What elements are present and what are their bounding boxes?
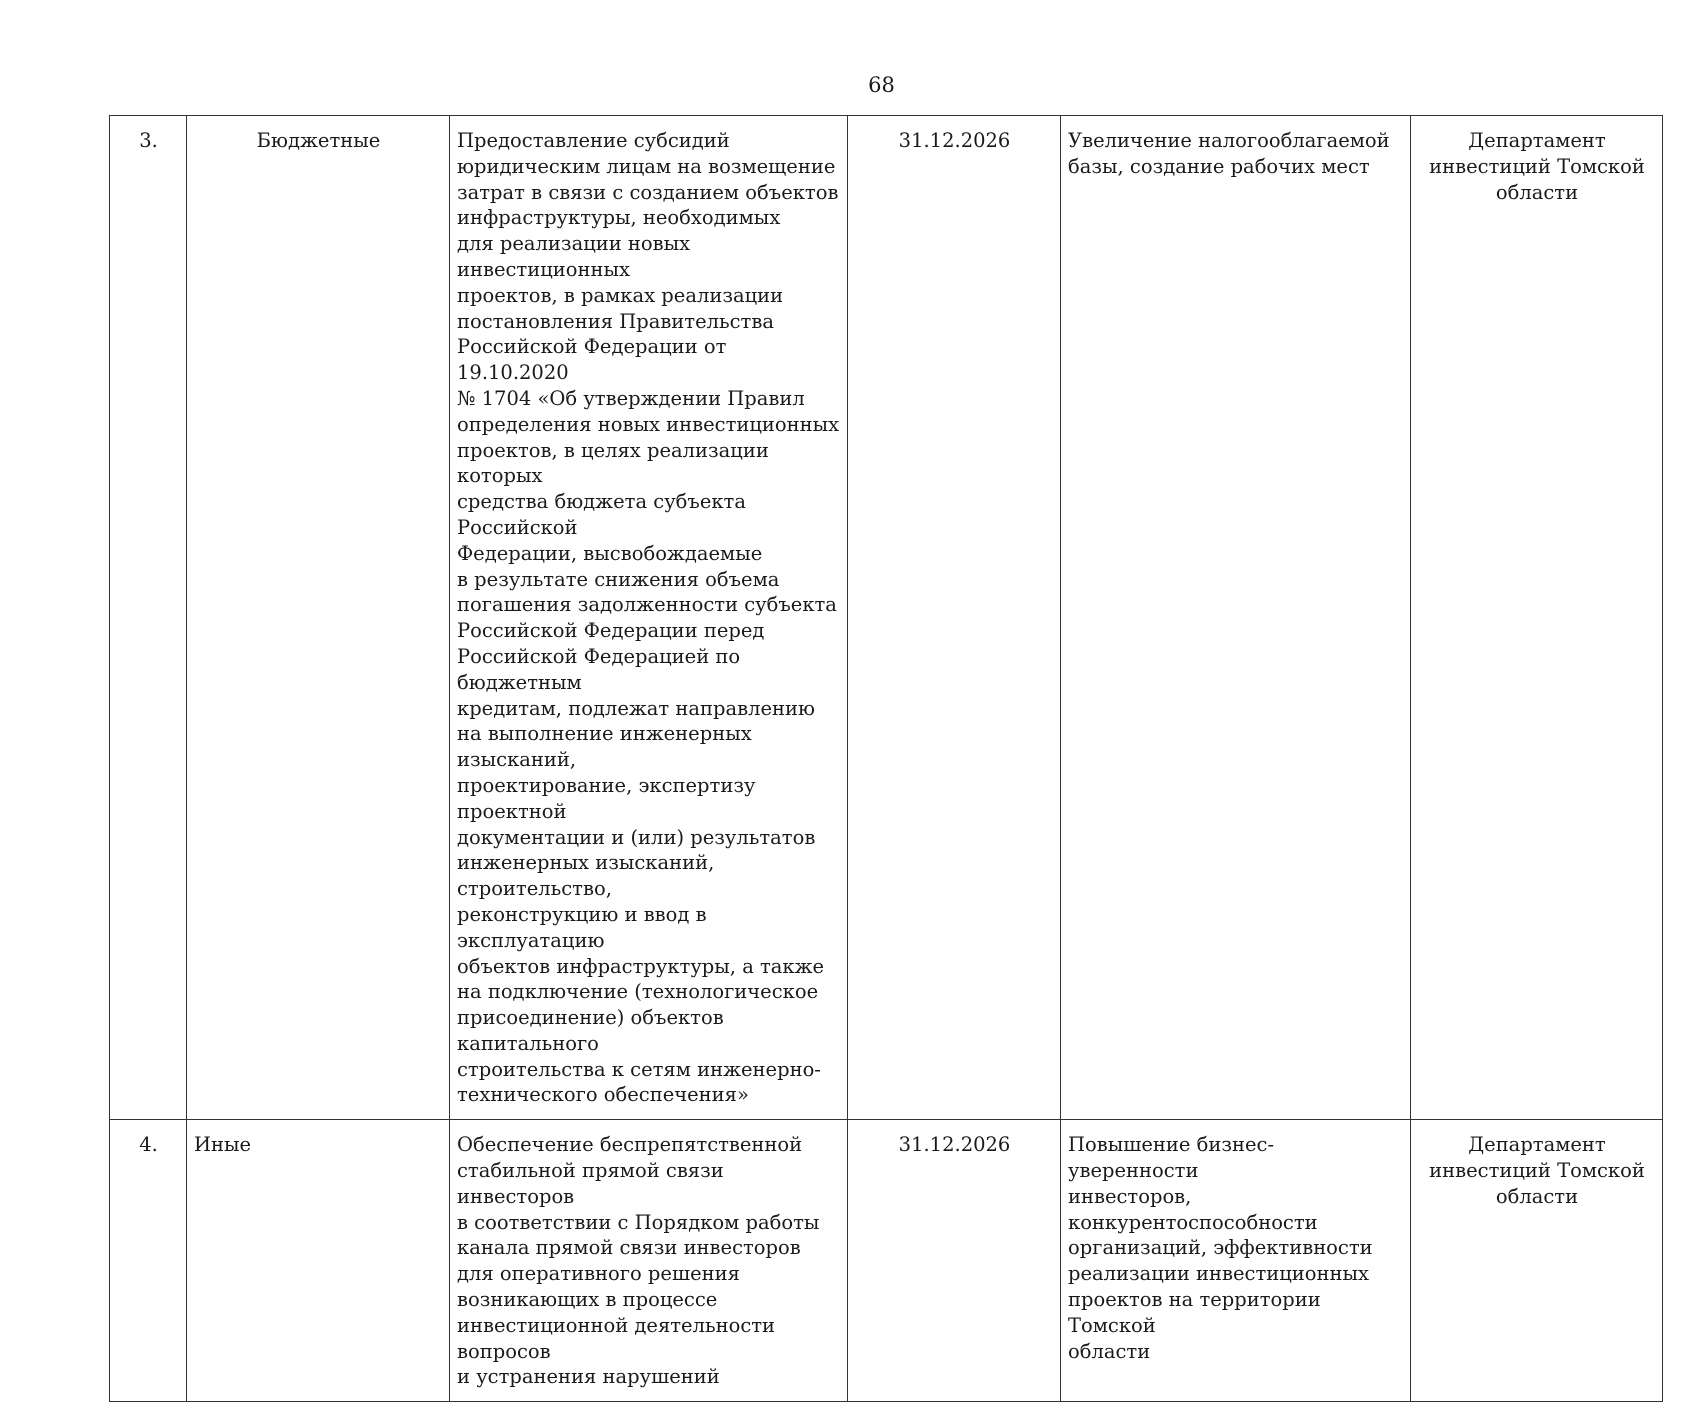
measures-table	[109, 115, 1663, 1402]
responsible-executor: Департамент инвестиций Томской области	[1411, 1120, 1663, 1402]
table-row	[110, 1120, 1663, 1402]
expected-result: Повышение бизнес-уверенности инвесторов, конкурентоспособности организаций, эффективности реализации инвестиционных проектов на территории Томской области	[1061, 1120, 1411, 1402]
expected-result: Увеличение налогооблагаемой базы, создание рабочих мест	[1061, 116, 1411, 1120]
measure-description: Предоставление субсидий юридическим лицам на возмещение затрат в связи с созданием объектов инфраструктуры, необходимых для реализации новых инвестиционных проектов, в рамках реализации постановления Правительства Российской Федерации от 19.10.2020 № 1704 «Об утверждении Правил определения новых инвестиционных проектов, в целях реализации которых средства бюджета субъекта Российской Федерации, высвобождаемые в результате снижения объема погашения задолженности субъекта Российской Федерации перед Российской Федерацией по бюджетным кредитам, подлежат направлению на выполнение инженерных изысканий, проектирование, экспертизу проектной документации и (или) результатов инженерных изысканий, строительство, реконструкцию и ввод в эксплуатацию объектов инфраструктуры, а также на подключение (технологическое присоединение) объектов капитального строительства к сетям инженерно- технического обеспечения»	[450, 116, 848, 1120]
measure-type: Бюджетные	[187, 116, 450, 1120]
responsible-executor: Департамент инвестиций Томской области	[1411, 116, 1663, 1120]
table-row	[110, 116, 1663, 1120]
deadline-date: 31.12.2026	[848, 1120, 1061, 1402]
row-number: 3.	[110, 116, 187, 1120]
measure-type: Иные	[187, 1120, 450, 1402]
measure-description: Обеспечение беспрепятственной стабильной прямой связи инвесторов в соответствии с Порядком работы канала прямой связи инвесторов для оперативного решения возникающих в процессе инвестиционной деятельности вопросов и устранения нарушений	[450, 1120, 848, 1402]
row-number: 4.	[110, 1120, 187, 1402]
page-number: 68	[868, 73, 895, 97]
deadline-date: 31.12.2026	[848, 116, 1061, 1120]
